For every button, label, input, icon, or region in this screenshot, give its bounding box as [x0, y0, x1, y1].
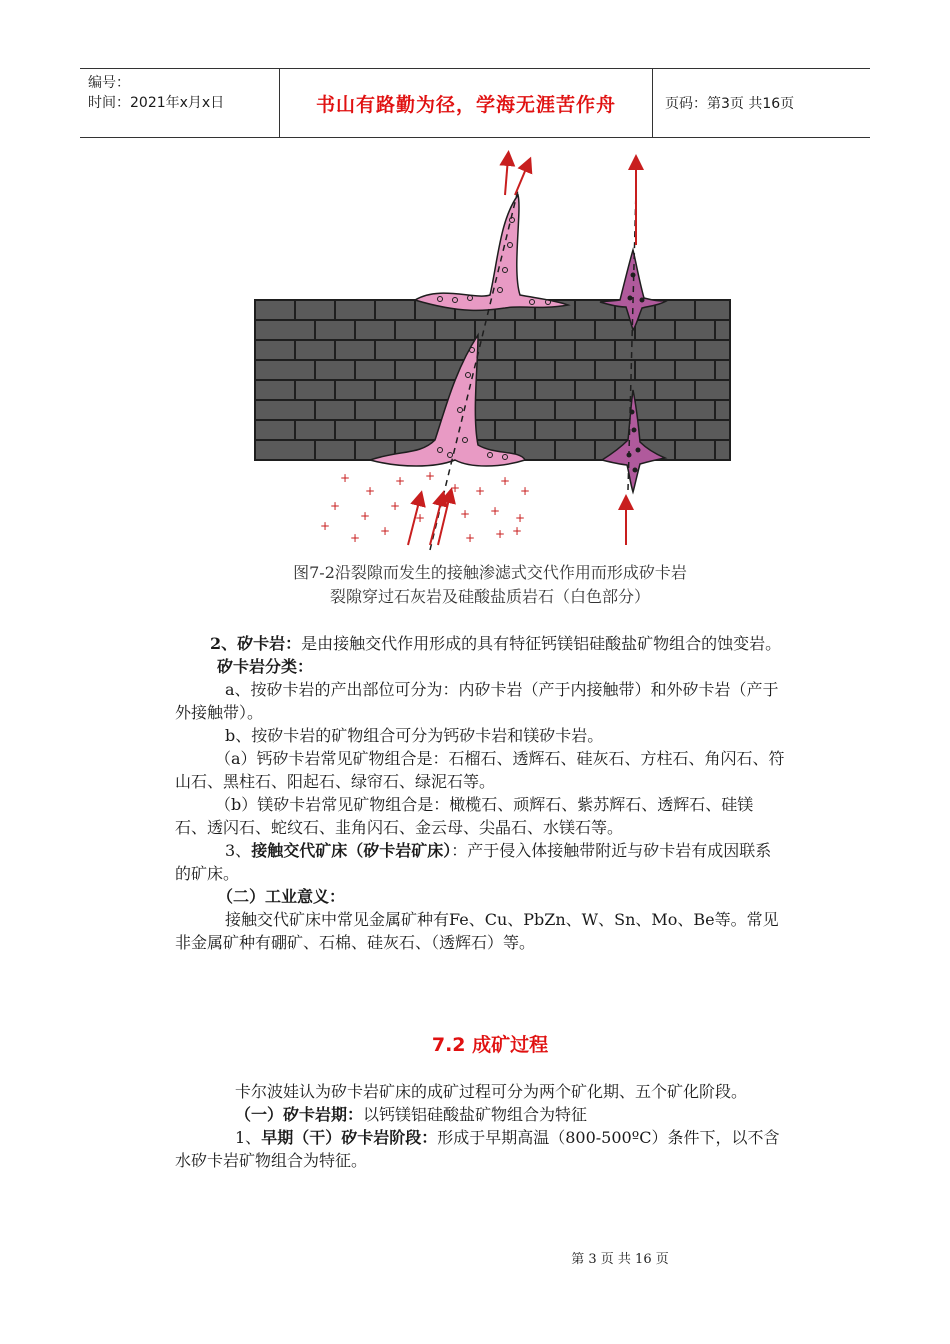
figure-caption-line2: 裂隙穿过石灰岩及硅酸盐质岩石（白色部分） — [329, 587, 650, 606]
skarn-fracture-figure — [250, 150, 740, 560]
section-title: 7.2 成矿过程 — [431, 1034, 549, 1056]
skarn-grain-filled — [636, 448, 641, 453]
industrial-significance-heading: （二）工业意义： — [217, 887, 346, 906]
body-paragraphs — [175, 632, 785, 954]
process-paragraphs — [175, 1080, 785, 1172]
page-header — [80, 68, 870, 138]
skarn-grain-filled — [640, 298, 645, 303]
header-meta — [80, 69, 280, 137]
figure-caption-line1: 图7-2沿裂隙而发生的接触渗滤式交代作用而形成矽卡岩 — [293, 563, 687, 582]
plus-mark: + — [425, 469, 436, 483]
skarn-grain-filled — [632, 428, 637, 433]
early-stage-number: 1、 — [235, 1128, 262, 1147]
paragraph-industrial-significance: 接触交代矿床中常见金属矿种有Fe、Cu、PbZn、W、Sn、Mo、Be等。常见非金属矿种有硼矿、石棉、硅灰石、（透辉石）等。 — [175, 910, 779, 952]
skarn-grain-filled — [627, 453, 632, 458]
skarn-period-text: 以钙镁铝硅酸盐矿物组合为特征 — [363, 1105, 588, 1124]
document-number-label: 编号： — [88, 75, 130, 91]
paragraph-early-dry-skarn — [175, 1126, 785, 1172]
plus-mark: + — [330, 499, 341, 513]
skarn-definition-text: 是由接触交代作用形成的具有特征钙镁铝硅酸盐矿物组合的蚀变岩。 — [301, 634, 782, 653]
skarn-term: 2、矽卡岩： — [210, 634, 302, 653]
paragraph-classification-b: b、按矽卡岩的矿物组合可分为钙矽卡岩和镁矽卡岩。 — [225, 726, 604, 745]
plus-mark: + — [390, 499, 401, 513]
paragraph-skarn-definition — [175, 632, 785, 655]
plus-mark: + — [395, 474, 406, 488]
paragraph-skarn-period — [175, 1103, 785, 1126]
skarn-grain-filled — [631, 273, 636, 278]
early-stage-term: 早期（干）矽卡岩阶段： — [261, 1128, 438, 1147]
plus-mark: + — [360, 509, 371, 523]
paragraph-skarn-deposit — [175, 839, 785, 885]
plus-mark: + — [500, 474, 511, 488]
paragraph-magnesian-skarn: （b）镁矽卡岩常见矿物组合是：橄榄石、顽辉石、紫苏辉石、透辉石、硅镁石、透闪石、蛇纹石、韭角闪石、金云母、尖晶石、水镁石等。 — [175, 795, 754, 837]
skarn-grain-filled — [633, 468, 638, 473]
plus-mark: + — [512, 524, 523, 538]
early-stage-text: 形成于早期高温（800-500ºC）条件下，以不含水矽卡岩矿物组合为特征。 — [175, 1128, 780, 1170]
skarn-deposit-number: 3、 — [225, 841, 252, 860]
plus-mark: + — [475, 484, 486, 498]
page-footer: 第 3 页 共 16 页 — [571, 1252, 669, 1267]
plus-mark: + — [340, 471, 351, 485]
paragraph-calcic-skarn: （a）钙矽卡岩常见矿物组合是：石榴石、透辉石、硅灰石、方柱石、角闪石、符山石、黑柱石、阳起石、绿帘石、绿泥石等。 — [175, 749, 785, 791]
skarn-grain-filled — [628, 296, 633, 301]
plus-mark: + — [450, 481, 461, 495]
plus-mark: + — [415, 511, 426, 525]
plus-mark: + — [380, 524, 391, 538]
plus-mark: + — [320, 519, 331, 533]
skarn-deposit-term: 接触交代矿床（矽卡岩矿床） — [251, 841, 452, 860]
header-page-info: 页码：第3页 共16页 — [665, 96, 795, 112]
rock-layer — [255, 300, 730, 460]
skarn-period-term: （一）矽卡岩期： — [235, 1105, 364, 1124]
plus-mark: + — [520, 484, 531, 498]
paragraph-mineralization-process: 卡尔波娃认为矽卡岩矿床的成矿过程可分为两个矿化期、五个矿化阶段。 — [235, 1082, 748, 1101]
plus-mark: + — [460, 507, 471, 521]
document-date: 时间：2021年x月x日 — [88, 95, 225, 111]
paragraph-classification-a: a、按矽卡岩的产出部位可分为：内矽卡岩（产于内接触带）和外矽卡岩（产于外接触带）。 — [175, 680, 779, 722]
skarn-classification-heading: 矽卡岩分类： — [217, 657, 314, 676]
plus-mark: + — [490, 504, 501, 518]
plus-mark: + — [365, 484, 376, 498]
plus-mark: + — [350, 531, 361, 545]
skarn-grain-filled — [630, 410, 635, 415]
skarn-deposit-text: ：产于侵入体接触带附近与矽卡岩有成因联系的矿床。 — [175, 841, 772, 883]
plus-mark: + — [495, 527, 506, 541]
plus-mark: + — [465, 531, 476, 545]
header-motto: 书山有路勤为径，学海无涯苦作舟 — [280, 69, 653, 137]
plus-marks — [320, 469, 530, 545]
plus-mark: + — [515, 511, 526, 525]
